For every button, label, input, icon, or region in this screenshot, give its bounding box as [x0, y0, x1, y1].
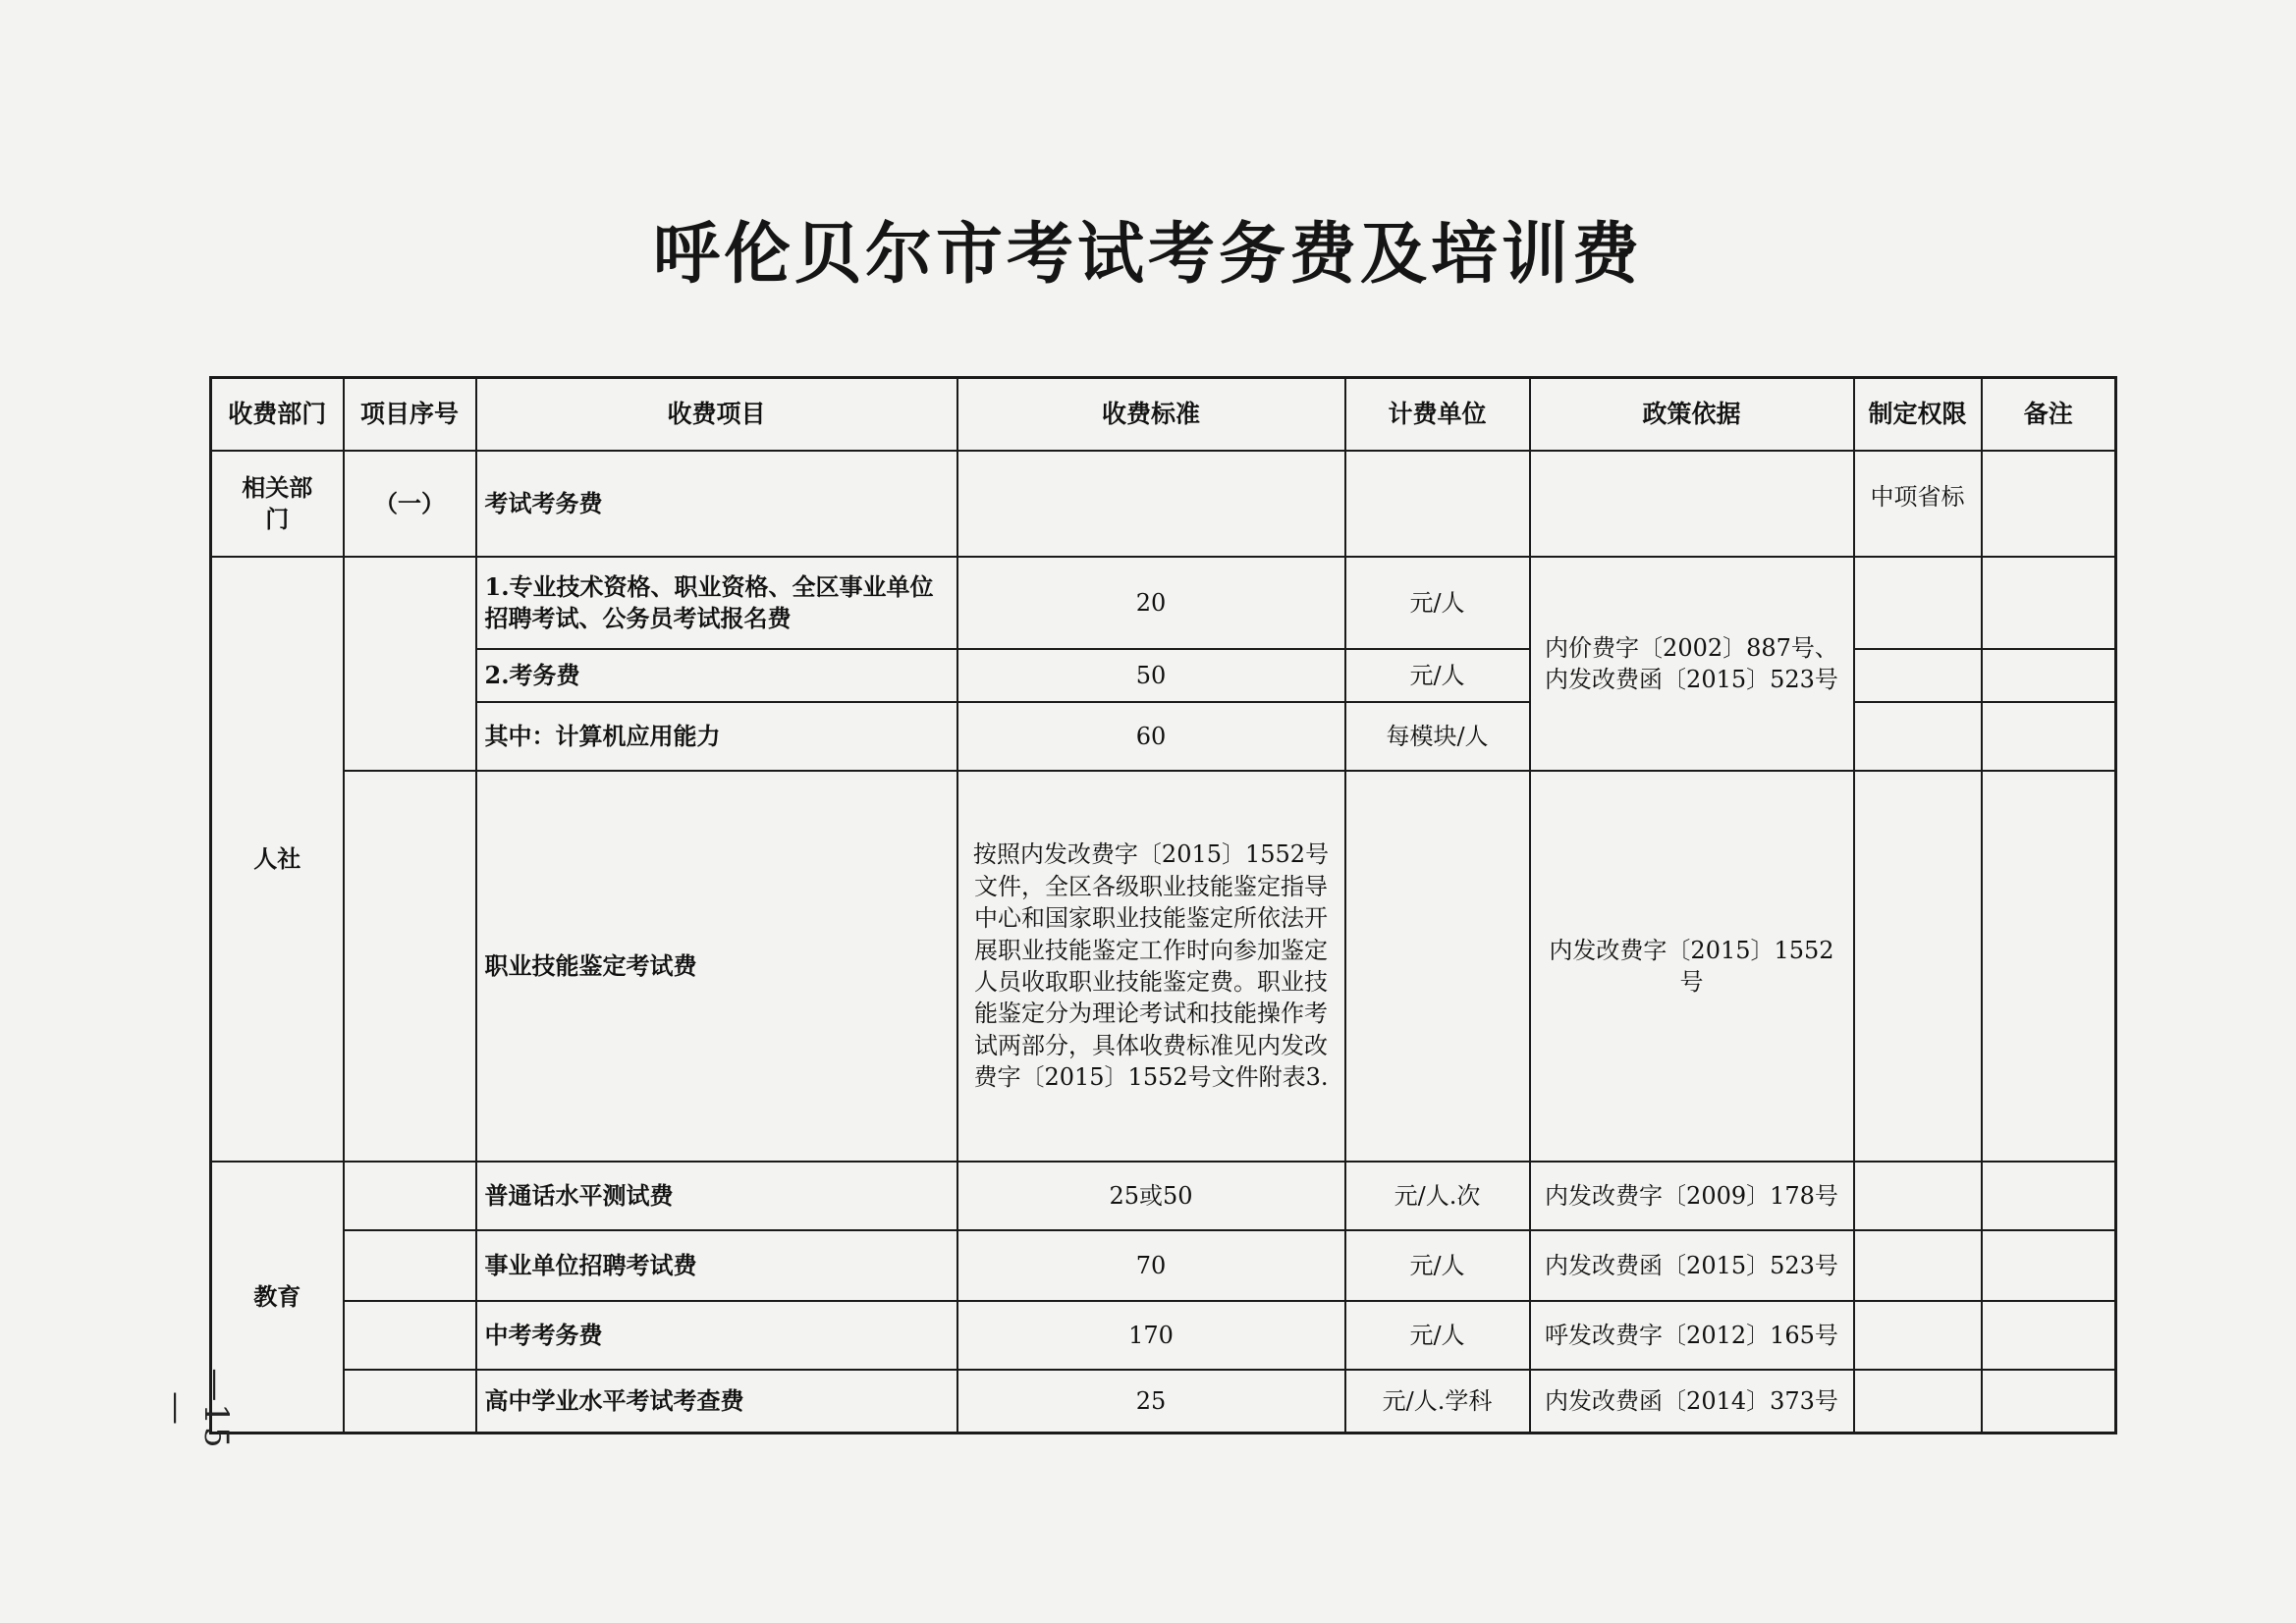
item-cell: 职业技能鉴定考试费 — [476, 771, 957, 1162]
page-number: —15— — [157, 1368, 236, 1450]
authority-cell — [1854, 1230, 1982, 1301]
authority-cell — [1854, 1162, 1982, 1230]
standard-cell: 170 — [957, 1301, 1345, 1370]
standard-cell: 60 — [957, 702, 1345, 771]
policy-cell: 内发改费字〔2015〕1552号 — [1530, 771, 1854, 1162]
item-cell: 普通话水平测试费 — [476, 1162, 957, 1230]
policy-cell: 内价费字〔2002〕887号、内发改费函〔2015〕523号 — [1530, 557, 1854, 771]
dept-label: 相关部门 — [242, 472, 313, 533]
table-row — [211, 1162, 2116, 1230]
seq-cell — [344, 557, 476, 771]
header-seq: 项目序号 — [344, 378, 476, 452]
notes-cell — [1982, 771, 2116, 1162]
standard-cell: 20 — [957, 557, 1345, 649]
table-row — [211, 1230, 2116, 1301]
dept-cell — [211, 451, 344, 557]
header-notes: 备注 — [1982, 378, 2116, 452]
authority-cell — [1854, 1370, 1982, 1433]
seq-cell — [344, 1301, 476, 1370]
notes-cell — [1982, 1230, 2116, 1301]
item-cell: 事业单位招聘考试费 — [476, 1230, 957, 1301]
item-cell: 其中：计算机应用能力 — [476, 702, 957, 771]
authority-cell — [1854, 649, 1982, 702]
policy-cell: 内发改费字〔2009〕178号 — [1530, 1162, 1854, 1230]
seq-cell — [344, 771, 476, 1162]
unit-cell: 元/人 — [1345, 557, 1530, 649]
policy-cell: 内发改费函〔2015〕523号 — [1530, 1230, 1854, 1301]
seq-cell — [344, 1370, 476, 1433]
standard-cell: 按照内发改费字〔2015〕1552号文件，全区各级职业技能鉴定指导中心和国家职业技能鉴定所依法开展职业技能鉴定工作时向参加鉴定人员收取职业技能鉴定费。职业技能鉴定分为理论考试和技能操作考试两部分，具体收费标准见内发改费字〔2015〕1552号文件附表3. — [957, 771, 1345, 1162]
item-cell: 高中学业水平考试考查费 — [476, 1370, 957, 1433]
header-row — [211, 378, 2116, 452]
table-row — [211, 1370, 2116, 1433]
fee-table — [209, 376, 2117, 1434]
seq-cell — [344, 1162, 476, 1230]
policy-cell: 内发改费函〔2014〕373号 — [1530, 1370, 1854, 1433]
header-standard: 收费标准 — [957, 378, 1345, 452]
header-item: 收费项目 — [476, 378, 957, 452]
notes-cell — [1982, 557, 2116, 649]
authority-cell — [1854, 1301, 1982, 1370]
unit-cell: 元/人 — [1345, 649, 1530, 702]
header-authority: 制定权限 — [1854, 378, 1982, 452]
authority-cell — [1854, 557, 1982, 649]
table-row — [211, 1301, 2116, 1370]
notes-cell — [1982, 1162, 2116, 1230]
item-cell: 中考考务费 — [476, 1301, 957, 1370]
standard-cell: 50 — [957, 649, 1345, 702]
notes-cell — [1982, 1370, 2116, 1433]
policy-cell — [1530, 451, 1854, 557]
standard-cell: 25或50 — [957, 1162, 1345, 1230]
seq-cell: （一） — [344, 451, 476, 557]
dept-cell: 教育 — [211, 1162, 344, 1433]
notes-cell — [1982, 451, 2116, 557]
unit-cell: 元/人.次 — [1345, 1162, 1530, 1230]
seq-cell — [344, 1230, 476, 1301]
policy-cell: 呼发改费字〔2012〕165号 — [1530, 1301, 1854, 1370]
item-cell: 1.专业技术资格、职业资格、全区事业单位招聘考试、公务员考试报名费 — [476, 557, 957, 649]
table-row — [211, 557, 2116, 649]
notes-cell — [1982, 702, 2116, 771]
dept-cell: 人社 — [211, 557, 344, 1162]
unit-cell — [1345, 451, 1530, 557]
standard-cell: 25 — [957, 1370, 1345, 1433]
unit-cell: 元/人 — [1345, 1230, 1530, 1301]
header-dept: 收费部门 — [211, 378, 344, 452]
item-cell: 2.考务费 — [476, 649, 957, 702]
unit-cell — [1345, 771, 1530, 1162]
unit-cell: 元/人 — [1345, 1301, 1530, 1370]
header-unit: 计费单位 — [1345, 378, 1530, 452]
authority-cell — [1854, 702, 1982, 771]
standard-cell — [957, 451, 1345, 557]
page-title: 呼伦贝尔市考试考务费及培训费 — [652, 215, 1643, 294]
notes-cell — [1982, 649, 2116, 702]
header-policy: 政策依据 — [1530, 378, 1854, 452]
notes-cell — [1982, 1301, 2116, 1370]
unit-cell: 每模块/人 — [1345, 702, 1530, 771]
table-row — [211, 451, 2116, 557]
table-row — [211, 771, 2116, 1162]
authority-cell: 中项省标 — [1854, 451, 1982, 557]
authority-cell — [1854, 771, 1982, 1162]
standard-cell: 70 — [957, 1230, 1345, 1301]
item-cell: 考试考务费 — [476, 451, 957, 557]
unit-cell: 元/人.学科 — [1345, 1370, 1530, 1433]
